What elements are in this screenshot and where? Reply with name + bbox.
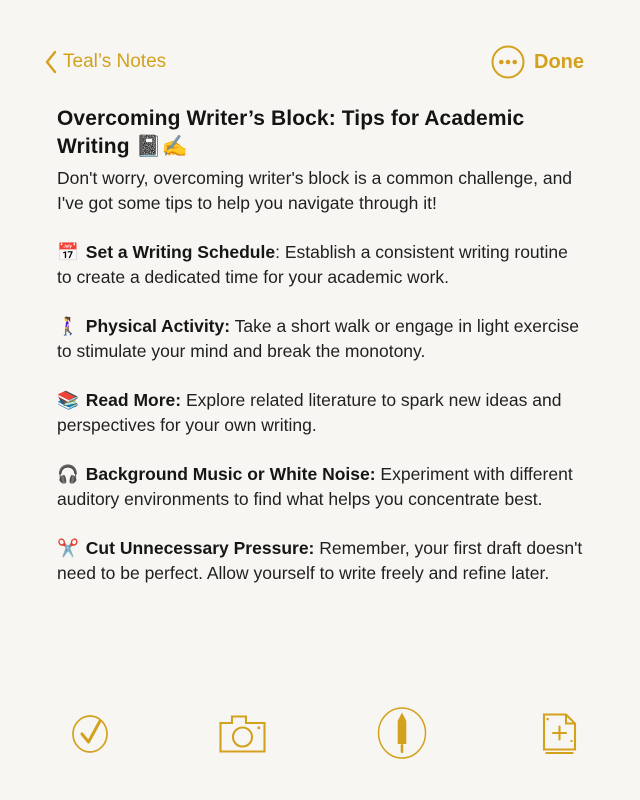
chevron-left-icon [44,50,57,74]
done-button[interactable]: Done [534,50,584,73]
checklist-icon [70,712,110,754]
section-body: Take a short walk or engage in light exercise to stimulate your mind and break the monotony. [57,316,579,361]
bottom-toolbar [0,706,640,800]
markup-pencil-icon [376,706,428,760]
back-button[interactable] [44,50,166,74]
section-heading: Read More: [85,390,182,410]
books-emoji-icon: 📚 [57,390,79,410]
section-body: Explore related literature to spark new ideas and perspectives for your own writing. [57,390,562,435]
markup-button[interactable] [376,706,428,760]
note-intro: Don't worry, overcoming writer's block is a common challenge, and I've got some tips to help you navigate through it! [57,168,573,213]
scissors-emoji-icon: ✂️ [57,538,79,558]
note-editor[interactable] [0,80,640,706]
note-section-music [57,462,583,512]
headphones-emoji-icon: 🎧 [57,464,79,484]
more-button[interactable] [491,45,525,79]
note-section-activity [57,314,583,364]
section-heading: Set a Writing Schedule [85,242,276,262]
section-heading: Physical Activity: [85,316,231,336]
new-note-button[interactable] [537,710,582,756]
section-heading: Cut Unnecessary Pressure: [85,538,315,558]
camera-button[interactable] [219,713,266,753]
calendar-emoji-icon: 📅 [57,242,79,262]
ellipsis-circle-icon [491,45,525,79]
back-button-label: Teal’s Notes [63,51,167,72]
section-body: Experiment with different auditory environments to find what helps you concentrate best. [57,464,573,509]
nav-bar [0,0,640,80]
checklist-button[interactable] [70,712,110,754]
camera-icon [219,713,266,753]
note-section-schedule [57,240,583,290]
section-body: Remember, your first draft doesn't need to be perfect. Allow yourself to write freely and refine later. [57,538,583,583]
walking-person-emoji-icon: 🚶‍♀️ [57,316,79,336]
section-body: : Establish a consistent writing routine to create a dedicated time for your academic work. [57,242,568,287]
new-note-icon [537,710,582,756]
note-section-pressure [57,536,583,586]
section-heading: Background Music or White Noise: [85,464,376,484]
note-section-read [57,388,583,438]
note-title: Overcoming Writer’s Block: Tips for Academic Writing 📓✍️ [57,107,525,158]
